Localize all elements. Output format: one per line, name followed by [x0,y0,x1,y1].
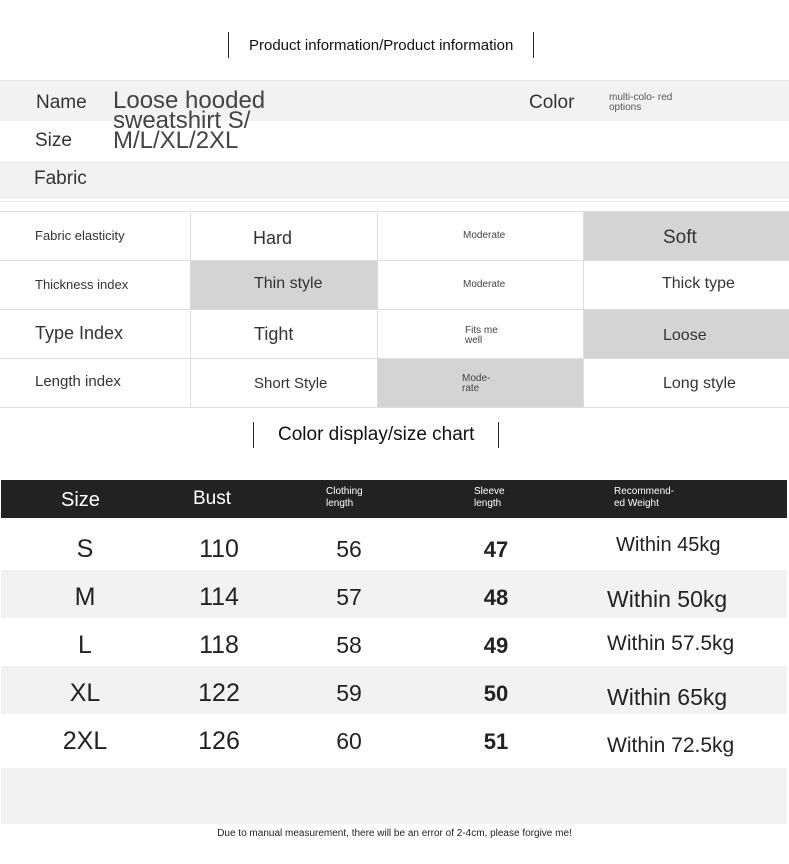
cell-weight: Within 65kg [607,684,728,710]
option-text: Short Style [254,375,328,392]
attribute-row [0,212,789,261]
option-text: Thin style [254,275,323,292]
attribute-option [191,310,378,358]
cell-size: L [78,631,92,659]
attribute-option-selected [191,261,378,309]
option-text: Fits me well [465,325,498,346]
attribute-option-selected [584,212,789,260]
option-text: Hard [253,228,293,248]
attribute-label: Thickness index [35,277,129,292]
product-info-title: Product information/Product information [249,36,514,54]
attribute-option [584,261,789,309]
attribute-label: Length index [35,373,121,390]
product-name: Loose hooded sweatshirt S/ M/L/XL/2XL [113,87,266,154]
header-size: Size [61,489,100,511]
cell-length: 57 [336,584,362,610]
header-recommended-weight: Recommend- ed Weight [614,486,675,509]
cell-sleeve: 50 [483,681,509,706]
size-row [1,618,787,666]
cell-sleeve: 49 [483,633,509,658]
fabric-label: Fabric [34,168,87,189]
attribute-option [191,359,378,407]
attribute-option [584,359,789,407]
attribute-label-cell [0,261,191,309]
attribute-option-selected [584,310,789,358]
cell-weight: Within 50kg [607,586,728,612]
option-text: Moderate [463,230,506,241]
cell-bust: 114 [199,583,239,611]
color-value: multi-colo- red options [609,92,673,113]
attribute-label: Type Index [35,323,124,343]
cell-size: 2XL [62,727,108,755]
attribute-option [378,212,584,260]
heading-divider-right [533,32,534,58]
header-clothing-length: Clothing length [326,486,363,509]
option-text: Loose [663,327,707,344]
option-text: Tight [254,324,294,344]
product-info-block [0,80,789,202]
option-text: Soft [663,227,697,248]
size-chart-header [1,480,787,518]
cell-length: 58 [336,632,362,658]
cell-bust: 118 [199,631,239,659]
cell-length: 59 [336,680,362,706]
size-chart-heading [253,422,499,448]
attribute-option-selected [378,359,584,407]
info-band [0,161,789,199]
size-row [1,714,787,762]
name-label: Name [36,92,87,113]
color-label: Color [529,92,575,113]
attribute-label-cell [0,359,191,407]
attribute-row [0,310,789,359]
size-row [1,666,787,714]
attribute-label: Fabric elasticity [35,228,125,243]
size-row [1,570,787,618]
attribute-row [0,261,789,310]
cell-size: XL [69,679,101,707]
cell-bust: 122 [198,679,240,707]
attribute-option [378,310,584,358]
attribute-label-cell [0,310,191,358]
cell-size: M [74,583,96,611]
cell-sleeve: 47 [483,537,509,562]
heading-divider-right [498,422,499,448]
cell-length: 60 [336,728,362,754]
cell-bust: 110 [199,535,239,563]
cell-bust: 126 [198,727,240,755]
header-sleeve-length: Sleeve length [474,486,505,509]
size-chart-title: Color display/size chart [278,424,475,445]
option-text: Moderate [463,279,506,290]
product-info-heading [228,32,534,58]
chart-footer-band [1,768,787,824]
cell-weight: Within 57.5kg [607,632,735,655]
cell-length: 56 [336,536,362,562]
attribute-option [191,212,378,260]
cell-size: S [76,535,94,563]
size-label: Size [35,130,72,151]
option-text: Long style [663,375,736,392]
cell-sleeve: 48 [483,585,509,610]
cell-weight: Within 72.5kg [607,734,735,757]
option-text: Thick type [662,275,735,292]
attribute-grid [0,211,789,408]
option-text: Mode- rate [462,373,491,394]
attribute-option [378,261,584,309]
attribute-row [0,359,789,408]
cell-weight: Within 45kg [616,534,721,556]
size-row [1,522,787,570]
measurement-note: Due to manual measurement, there will be an error of 2-4cm, please forgive me! [217,828,572,839]
header-bust: Bust [193,488,232,509]
attribute-label-cell [0,212,191,260]
cell-sleeve: 51 [483,729,509,754]
